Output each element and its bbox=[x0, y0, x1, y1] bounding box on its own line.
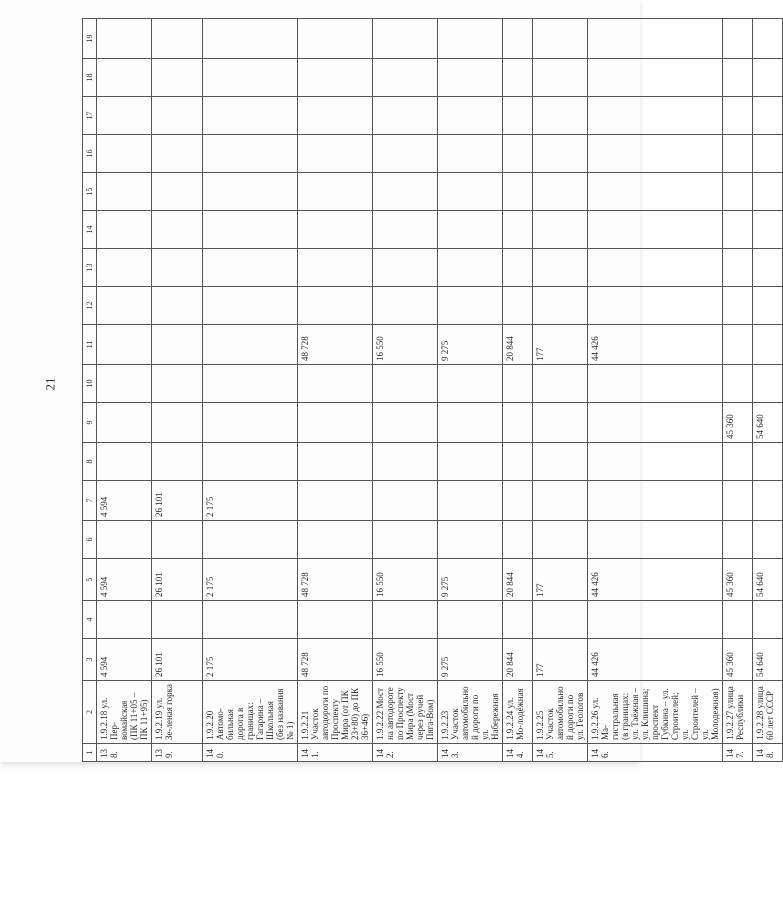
row-number-cell: 143. bbox=[438, 744, 503, 762]
value-cell bbox=[438, 521, 503, 559]
object-name-cell: 1.9.2.19 ул. Зе-леная горка bbox=[152, 681, 203, 744]
value-cell bbox=[373, 173, 438, 211]
value-cell bbox=[298, 173, 373, 211]
value-cell bbox=[97, 135, 152, 173]
column-header: 2 bbox=[83, 681, 97, 744]
value-cell bbox=[298, 365, 373, 403]
column-header: 1 bbox=[83, 744, 97, 762]
value-cell bbox=[588, 287, 723, 325]
value-cell: 9 275 bbox=[438, 559, 503, 601]
value-cell bbox=[97, 403, 152, 443]
value-cell bbox=[723, 287, 753, 325]
row-number-cell: 144. bbox=[503, 744, 533, 762]
column-header: 4 bbox=[83, 601, 97, 639]
value-cell bbox=[203, 443, 298, 481]
value-cell: 45 360 bbox=[723, 559, 753, 601]
value-cell bbox=[723, 59, 753, 97]
value-cell bbox=[203, 403, 298, 443]
value-cell bbox=[753, 211, 783, 249]
table-row bbox=[533, 19, 588, 762]
page-number: 21 bbox=[42, 377, 58, 391]
value-cell bbox=[203, 601, 298, 639]
value-cell bbox=[97, 601, 152, 639]
column-header: 11 bbox=[83, 325, 97, 365]
column-header: 12 bbox=[83, 287, 97, 325]
value-cell: 4 594 bbox=[97, 559, 152, 601]
value-cell bbox=[503, 135, 533, 173]
value-cell: 48 728 bbox=[298, 559, 373, 601]
value-cell bbox=[753, 325, 783, 365]
value-cell: 177 bbox=[533, 639, 588, 681]
value-cell bbox=[723, 19, 753, 59]
value-cell bbox=[723, 481, 753, 521]
value-cell bbox=[588, 59, 723, 97]
value-cell bbox=[152, 443, 203, 481]
value-cell: 9 275 bbox=[438, 639, 503, 681]
value-cell: 45 360 bbox=[723, 403, 753, 443]
object-name-cell: 1.9.2.26 ул. Ма-гистральная (в границах: ул. Таёжная – ул. Клишина; проспект Губкина – ул. Строителей; ул. Строителей – ул. Молодежная) bbox=[588, 681, 723, 744]
value-cell bbox=[298, 19, 373, 59]
value-cell bbox=[753, 521, 783, 559]
value-cell bbox=[152, 59, 203, 97]
value-cell bbox=[753, 443, 783, 481]
table-row bbox=[298, 19, 373, 762]
value-cell bbox=[588, 403, 723, 443]
value-cell bbox=[203, 325, 298, 365]
value-cell: 20 844 bbox=[503, 559, 533, 601]
value-cell bbox=[373, 135, 438, 173]
value-cell bbox=[152, 521, 203, 559]
value-cell: 16 550 bbox=[373, 639, 438, 681]
value-cell bbox=[503, 601, 533, 639]
value-cell bbox=[723, 601, 753, 639]
value-cell bbox=[97, 325, 152, 365]
value-cell bbox=[298, 97, 373, 135]
value-cell bbox=[723, 521, 753, 559]
table-row bbox=[753, 19, 783, 762]
value-cell bbox=[438, 211, 503, 249]
column-header: 15 bbox=[83, 173, 97, 211]
column-number-row bbox=[83, 19, 97, 762]
value-cell: 48 728 bbox=[298, 325, 373, 365]
value-cell bbox=[503, 173, 533, 211]
value-cell bbox=[753, 173, 783, 211]
object-name-cell: 1.9.2.18 ул. Пер-вомайская (ПК 11+05 – ПК 11+95) bbox=[97, 681, 152, 744]
value-cell bbox=[438, 249, 503, 287]
value-cell: 20 844 bbox=[503, 639, 533, 681]
row-number-cell: 141. bbox=[298, 744, 373, 762]
value-cell bbox=[533, 211, 588, 249]
value-cell: 48 728 bbox=[298, 639, 373, 681]
value-cell bbox=[503, 97, 533, 135]
value-cell bbox=[588, 365, 723, 403]
value-cell: 2 175 bbox=[203, 559, 298, 601]
value-cell bbox=[753, 601, 783, 639]
value-cell bbox=[533, 19, 588, 59]
value-cell bbox=[203, 287, 298, 325]
value-cell bbox=[533, 521, 588, 559]
object-name-cell: 1.9.2.20 Автомо-бильная дорога в границах: Гагарина – Школьная (без названия № 1) bbox=[203, 681, 298, 744]
row-number-cell: 148. bbox=[753, 744, 783, 762]
row-number-cell: 145. bbox=[533, 744, 588, 762]
value-cell bbox=[152, 365, 203, 403]
value-cell bbox=[438, 19, 503, 59]
object-name-cell: 1.9.2.25 Участок автомобильной дороги по ул. Геологов bbox=[533, 681, 588, 744]
value-cell bbox=[203, 59, 298, 97]
value-cell bbox=[533, 173, 588, 211]
value-cell bbox=[533, 403, 588, 443]
value-cell bbox=[723, 173, 753, 211]
value-cell bbox=[503, 59, 533, 97]
column-header: 14 bbox=[83, 211, 97, 249]
value-cell bbox=[97, 211, 152, 249]
value-cell bbox=[97, 173, 152, 211]
object-name-cell: 1.9.2.21 Участок автодороги по Проспекту Мира (от ПК 23+80) до ПК 36+46) bbox=[298, 681, 373, 744]
value-cell bbox=[533, 59, 588, 97]
table-row bbox=[97, 19, 152, 762]
table-row bbox=[203, 19, 298, 762]
object-name-cell: 1.9.2.28 улица 60 лет СССР bbox=[753, 681, 783, 744]
value-cell bbox=[298, 481, 373, 521]
value-cell bbox=[588, 97, 723, 135]
value-cell bbox=[753, 481, 783, 521]
row-number-cell: 138. bbox=[97, 744, 152, 762]
value-cell bbox=[533, 287, 588, 325]
column-header: 18 bbox=[83, 59, 97, 97]
value-cell bbox=[723, 249, 753, 287]
value-cell: 54 640 bbox=[753, 559, 783, 601]
value-cell bbox=[203, 365, 298, 403]
value-cell bbox=[588, 249, 723, 287]
value-cell bbox=[438, 365, 503, 403]
value-cell bbox=[533, 249, 588, 287]
row-number-cell: 147. bbox=[723, 744, 753, 762]
value-cell bbox=[373, 403, 438, 443]
value-cell bbox=[753, 287, 783, 325]
value-cell bbox=[503, 249, 533, 287]
table-row bbox=[503, 19, 533, 762]
value-cell bbox=[373, 211, 438, 249]
value-cell bbox=[203, 135, 298, 173]
rotated-table-wrapper bbox=[82, 19, 775, 762]
value-cell: 20 844 bbox=[503, 325, 533, 365]
column-header: 10 bbox=[83, 365, 97, 403]
value-cell bbox=[588, 521, 723, 559]
value-cell bbox=[373, 521, 438, 559]
value-cell: 26 101 bbox=[152, 639, 203, 681]
value-cell bbox=[753, 19, 783, 59]
value-cell bbox=[298, 601, 373, 639]
value-cell: 16 550 bbox=[373, 325, 438, 365]
table-row bbox=[588, 19, 723, 762]
value-cell bbox=[588, 443, 723, 481]
value-cell bbox=[97, 97, 152, 135]
value-cell bbox=[298, 521, 373, 559]
value-cell bbox=[438, 601, 503, 639]
value-cell bbox=[373, 249, 438, 287]
value-cell bbox=[298, 135, 373, 173]
value-cell bbox=[438, 173, 503, 211]
value-cell bbox=[203, 19, 298, 59]
value-cell bbox=[588, 481, 723, 521]
value-cell bbox=[203, 173, 298, 211]
value-cell bbox=[203, 249, 298, 287]
value-cell bbox=[373, 287, 438, 325]
value-cell bbox=[373, 481, 438, 521]
value-cell bbox=[152, 211, 203, 249]
value-cell bbox=[533, 365, 588, 403]
value-cell bbox=[438, 443, 503, 481]
table-row bbox=[438, 19, 503, 762]
value-cell bbox=[373, 365, 438, 403]
value-cell bbox=[203, 521, 298, 559]
row-number-cell: 139. bbox=[152, 744, 203, 762]
value-cell: 44 426 bbox=[588, 325, 723, 365]
value-cell bbox=[588, 135, 723, 173]
value-cell: 9 275 bbox=[438, 325, 503, 365]
value-cell bbox=[533, 601, 588, 639]
value-cell bbox=[97, 19, 152, 59]
value-cell bbox=[723, 97, 753, 135]
value-cell bbox=[152, 97, 203, 135]
object-name-cell: 1.9.2.27 улица Республики bbox=[723, 681, 753, 744]
value-cell bbox=[298, 59, 373, 97]
column-header: 3 bbox=[83, 639, 97, 681]
value-cell bbox=[152, 19, 203, 59]
value-cell: 45 360 bbox=[723, 639, 753, 681]
value-cell bbox=[97, 287, 152, 325]
value-cell bbox=[503, 443, 533, 481]
column-header: 6 bbox=[83, 521, 97, 559]
value-cell: 2 175 bbox=[203, 481, 298, 521]
value-cell bbox=[152, 135, 203, 173]
column-header: 8 bbox=[83, 443, 97, 481]
value-cell: 177 bbox=[533, 325, 588, 365]
value-cell bbox=[533, 443, 588, 481]
value-cell bbox=[373, 97, 438, 135]
value-cell: 4 594 bbox=[97, 639, 152, 681]
object-name-cell: 1.9.2.24 ул. Мо-лодёжная bbox=[503, 681, 533, 744]
value-cell bbox=[152, 403, 203, 443]
value-cell bbox=[723, 365, 753, 403]
value-cell bbox=[97, 249, 152, 287]
table-row bbox=[152, 19, 203, 762]
value-cell bbox=[438, 403, 503, 443]
value-cell bbox=[298, 403, 373, 443]
value-cell bbox=[203, 97, 298, 135]
value-cell: 44 426 bbox=[588, 559, 723, 601]
value-cell bbox=[373, 59, 438, 97]
table-row bbox=[373, 19, 438, 762]
value-cell bbox=[503, 19, 533, 59]
value-cell bbox=[152, 173, 203, 211]
value-cell bbox=[753, 249, 783, 287]
value-cell bbox=[588, 211, 723, 249]
value-cell: 16 550 bbox=[373, 559, 438, 601]
column-header: 9 bbox=[83, 403, 97, 443]
value-cell: 44 426 bbox=[588, 639, 723, 681]
value-cell bbox=[152, 325, 203, 365]
value-cell bbox=[588, 601, 723, 639]
value-cell bbox=[438, 59, 503, 97]
value-cell bbox=[753, 365, 783, 403]
value-cell bbox=[503, 365, 533, 403]
value-cell bbox=[588, 19, 723, 59]
value-cell: 26 101 bbox=[152, 559, 203, 601]
value-cell bbox=[97, 365, 152, 403]
column-header: 5 bbox=[83, 559, 97, 601]
data-table bbox=[82, 18, 783, 762]
value-cell bbox=[152, 601, 203, 639]
column-header: 17 bbox=[83, 97, 97, 135]
value-cell bbox=[503, 287, 533, 325]
column-header: 13 bbox=[83, 249, 97, 287]
value-cell: 54 640 bbox=[753, 403, 783, 443]
value-cell bbox=[97, 59, 152, 97]
value-cell bbox=[503, 481, 533, 521]
row-number-cell: 146. bbox=[588, 744, 723, 762]
value-cell bbox=[298, 211, 373, 249]
value-cell: 2 175 bbox=[203, 639, 298, 681]
object-name-cell: 1.9.2.22 Мост на автодороге по Проспекту Мира (Мост через ручей Пяга-Вом) bbox=[373, 681, 438, 744]
value-cell: 26 101 bbox=[152, 481, 203, 521]
column-header: 7 bbox=[83, 481, 97, 521]
value-cell bbox=[753, 97, 783, 135]
table-row bbox=[723, 19, 753, 762]
value-cell bbox=[298, 249, 373, 287]
value-cell bbox=[503, 211, 533, 249]
value-cell bbox=[97, 443, 152, 481]
value-cell bbox=[373, 443, 438, 481]
value-cell bbox=[533, 135, 588, 173]
value-cell bbox=[373, 19, 438, 59]
object-name-cell: 1.9.2.23 Участок автомобильной дороги по ул. Набережная bbox=[438, 681, 503, 744]
value-cell bbox=[533, 97, 588, 135]
value-cell bbox=[152, 249, 203, 287]
column-header: 19 bbox=[83, 19, 97, 59]
value-cell bbox=[298, 443, 373, 481]
value-cell bbox=[203, 211, 298, 249]
value-cell bbox=[533, 481, 588, 521]
value-cell bbox=[753, 135, 783, 173]
value-cell bbox=[503, 403, 533, 443]
value-cell bbox=[723, 135, 753, 173]
column-header: 16 bbox=[83, 135, 97, 173]
value-cell: 4 594 bbox=[97, 481, 152, 521]
value-cell bbox=[723, 325, 753, 365]
value-cell bbox=[97, 521, 152, 559]
value-cell bbox=[298, 287, 373, 325]
table-body bbox=[83, 19, 783, 762]
value-cell bbox=[373, 601, 438, 639]
value-cell: 177 bbox=[533, 559, 588, 601]
value-cell bbox=[438, 97, 503, 135]
value-cell bbox=[503, 521, 533, 559]
value-cell bbox=[438, 287, 503, 325]
value-cell bbox=[723, 211, 753, 249]
value-cell bbox=[152, 287, 203, 325]
value-cell bbox=[723, 443, 753, 481]
row-number-cell: 140. bbox=[203, 744, 298, 762]
value-cell: 54 640 bbox=[753, 639, 783, 681]
row-number-cell: 142. bbox=[373, 744, 438, 762]
value-cell bbox=[438, 135, 503, 173]
value-cell bbox=[588, 173, 723, 211]
value-cell bbox=[438, 481, 503, 521]
value-cell bbox=[753, 59, 783, 97]
